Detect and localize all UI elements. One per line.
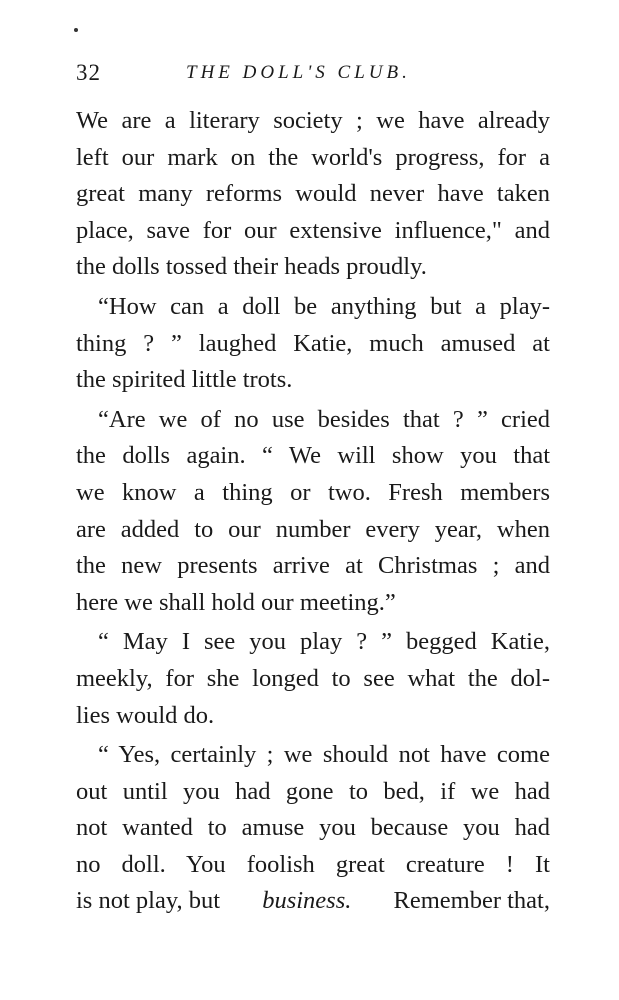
page-mark xyxy=(74,28,78,32)
paragraph xyxy=(76,737,550,920)
paragraph xyxy=(76,402,550,622)
emphasized-word: business. xyxy=(262,887,352,915)
paragraph xyxy=(76,624,550,734)
text-segment: Remember that, xyxy=(393,887,550,915)
text-line: here we shall hold our meeting.” xyxy=(76,588,396,616)
text-line: the spirited little trots. xyxy=(76,366,293,394)
page-number: 32 xyxy=(76,60,101,85)
text-line: the dolls tossed their heads proudly. xyxy=(76,253,427,281)
text-line: out until you had gone to bed, if we had xyxy=(76,777,550,805)
text-line: no doll. You foolish great creature ! It xyxy=(76,850,550,878)
text-line: great many reforms would never have taken xyxy=(76,180,550,208)
running-title: THE DOLL'S CLUB. xyxy=(186,62,411,83)
text-line: We are a literary society ; we have already xyxy=(76,107,550,134)
paragraph xyxy=(76,103,550,286)
text-line: “ May I see you play ? ” begged Katie, xyxy=(98,628,550,656)
body-text xyxy=(76,103,550,920)
text-line: are added to our number every year, when xyxy=(76,515,550,543)
text-line: lies would do. xyxy=(76,701,215,729)
paragraph xyxy=(76,289,550,399)
text-line: left our mark on the world's progress, for a xyxy=(76,143,550,171)
text-line: meekly, for she longed to see what the dol- xyxy=(76,664,550,692)
text-line: the dolls again. “ We will show you that xyxy=(76,442,550,470)
text-line: the new presents arrive at Christmas ; and xyxy=(76,552,550,580)
text-line: thing ? ” laughed Katie, much amused at xyxy=(76,329,550,357)
text-line xyxy=(76,883,550,920)
text-segment: is not play, but xyxy=(76,887,221,915)
text-line: place, save for our extensive influence," and xyxy=(76,216,550,244)
text-line: “How can a doll be anything but a play- xyxy=(98,292,550,320)
running-head xyxy=(76,60,556,88)
text-line: not wanted to amuse you because you had xyxy=(76,814,550,842)
text-line: “ Yes, certainly ; we should not have come xyxy=(98,741,550,769)
text-line: “Are we of no use besides that ? ” cried xyxy=(98,405,550,433)
text-line: we know a thing or two. Fresh members xyxy=(76,478,550,506)
